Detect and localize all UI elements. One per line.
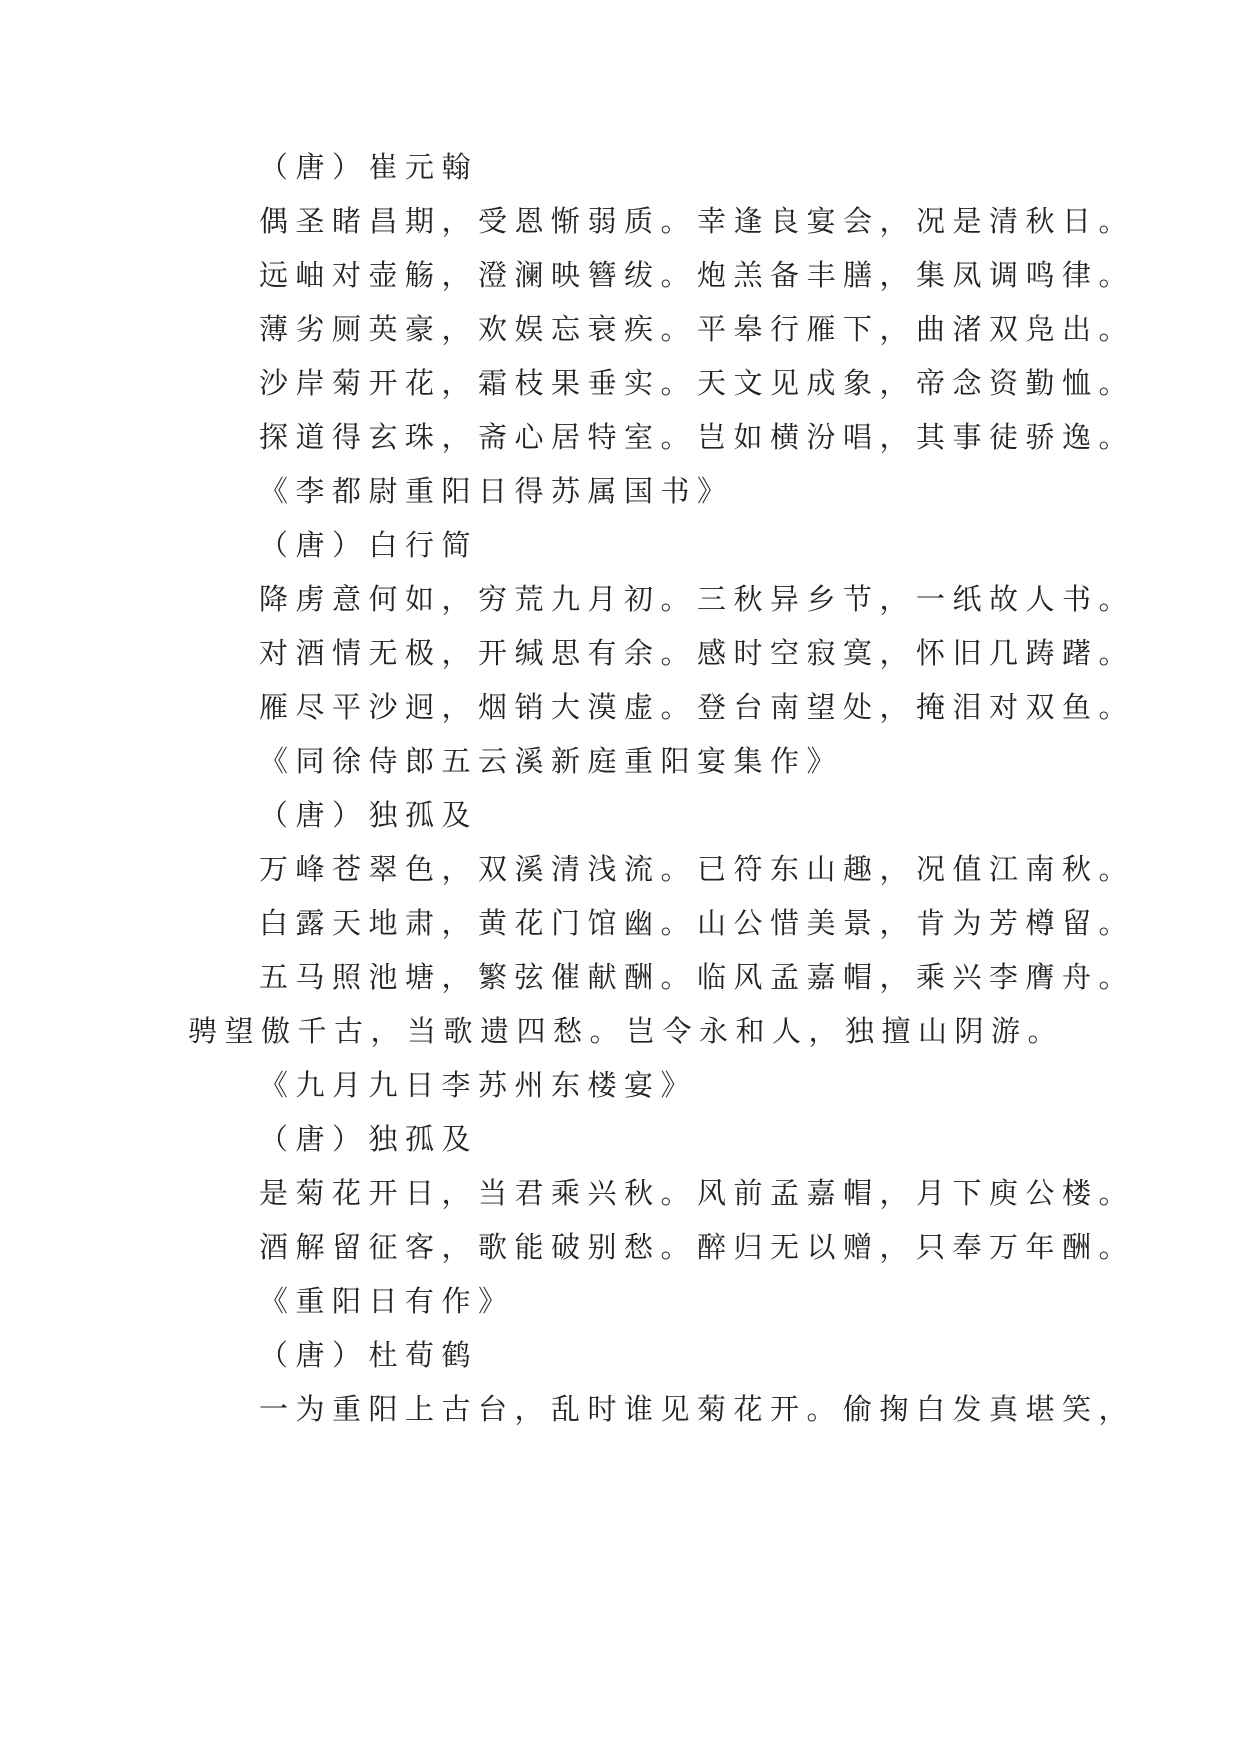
author-line: （唐）崔元翰: [259, 150, 479, 184]
poem-line: 是菊花开日，当君乘兴秋。风前孟嘉帽，月下庾公楼。: [259, 1176, 1136, 1210]
poem-title: 《同徐侍郎五云溪新庭重阳宴集作》: [259, 744, 844, 778]
poem-line: 雁尽平沙迥，烟销大漠虚。登台南望处，掩泪对双鱼。: [259, 690, 1136, 724]
poem-line: 五马照池塘，繁弦催献酬。临风孟嘉帽，乘兴李膺舟。: [259, 960, 1136, 994]
poem-line: 一为重阳上古台，乱时谁见菊花开。偷掬白发真堪笑，: [259, 1392, 1136, 1426]
poem-title: 《重阳日有作》: [259, 1284, 515, 1318]
poem-line: 白露天地肃，黄花门馆幽。山公惜美景，肯为芳樽留。: [259, 906, 1136, 940]
poem-line: 探道得玄珠，斋心居特室。岂如横汾唱，其事徒骄逸。: [259, 420, 1136, 454]
poem-line: 薄劣厕英豪，欢娱忘衰疾。平皋行雁下，曲渚双凫出。: [259, 312, 1136, 346]
poem-line: 远岫对壶觞，澄澜映簪绂。炮羔备丰膳，集凤调鸣律。: [259, 258, 1136, 292]
author-line: （唐）独孤及: [259, 1122, 479, 1156]
poem-line: 酒解留征客，歌能破别愁。醉归无以赠，只奉万年酬。: [259, 1230, 1136, 1264]
poem-line: 沙岸菊开花，霜枝果垂实。天文见成象，帝念资勤恤。: [259, 366, 1136, 400]
poem-line: 偶圣睹昌期，受恩惭弱质。幸逢良宴会，况是清秋日。: [259, 204, 1136, 238]
poem-title: 《李都尉重阳日得苏属国书》: [259, 474, 734, 508]
poem-line: 对酒情无极，开缄思有余。感时空寂寞，怀旧几踌躇。: [259, 636, 1136, 670]
author-line: （唐）独孤及: [259, 798, 479, 832]
poem-line: 骋望傲千古，当歌遗四愁。岂令永和人，独擅山阴游。: [188, 1014, 1065, 1048]
author-line: （唐）白行简: [259, 528, 479, 562]
poem-title: 《九月九日李苏州东楼宴》: [259, 1068, 698, 1102]
poem-line: 降虏意何如，穷荒九月初。三秋异乡节，一纸故人书。: [259, 582, 1136, 616]
poem-line: 万峰苍翠色，双溪清浅流。已符东山趣，况值江南秋。: [259, 852, 1136, 886]
author-line: （唐）杜荀鹤: [259, 1338, 479, 1372]
